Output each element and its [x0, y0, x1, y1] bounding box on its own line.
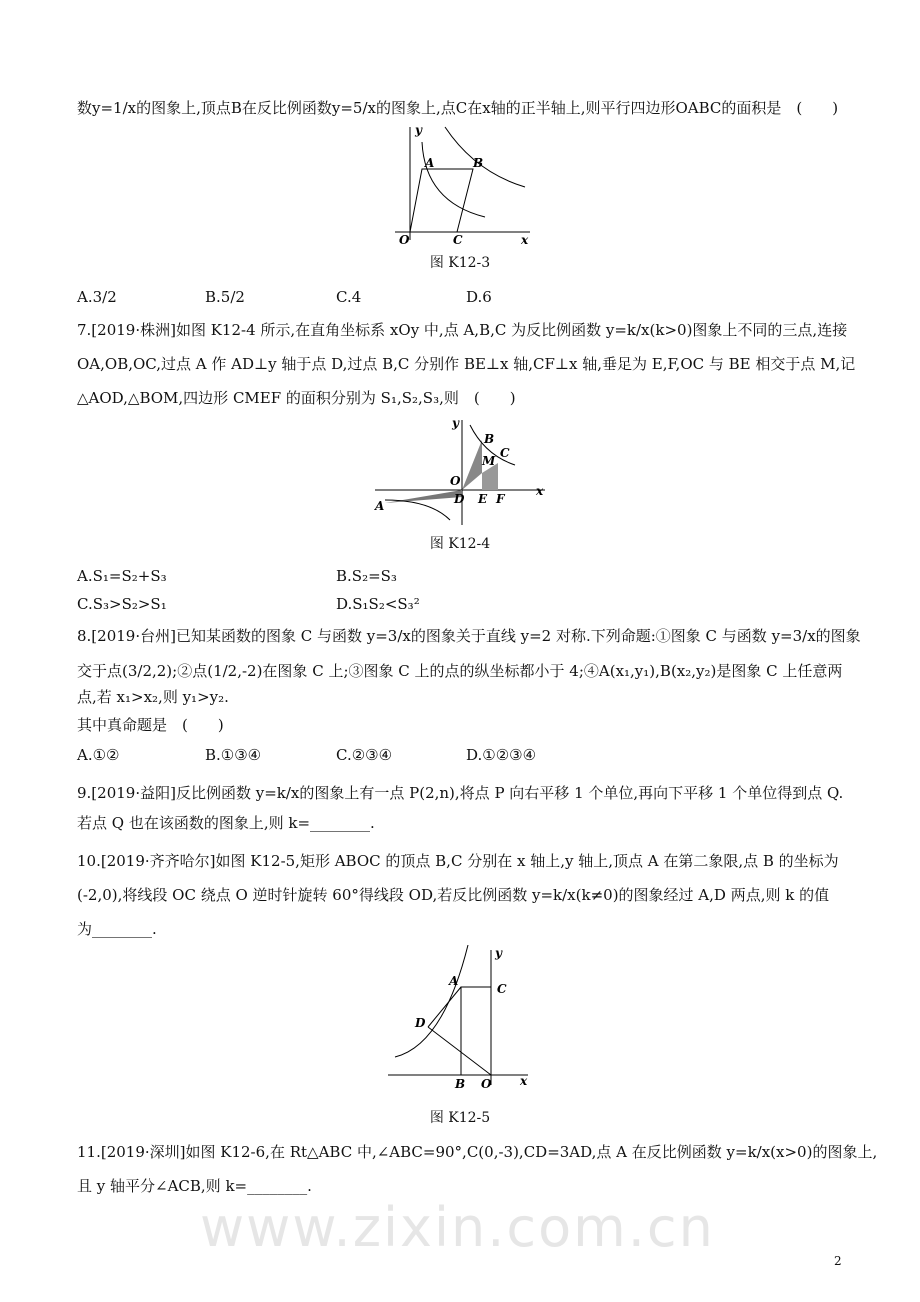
option-c: C.②③④ — [336, 746, 393, 764]
axis-label: x — [536, 484, 544, 498]
axis-label: x — [521, 233, 529, 244]
option-a: A.3/2 — [77, 288, 117, 306]
point-label: C — [497, 982, 507, 996]
axis-label: y — [452, 416, 459, 430]
figure-caption: 图 K12-3 — [429, 255, 491, 271]
option-b: B.①③④ — [205, 746, 262, 764]
q9-line: 9.[2019·益阳]反比例函数 y=k/x的图象上有一点 P(2,n),将点 P 向右平移 1 个单位,再向下平移 1 个单位得到点 Q. — [77, 784, 844, 802]
q7-line: △AOD,△BOM,四边形 CMEF 的面积分别为 S₁,S₂,S₃,则 ( ) — [77, 389, 516, 407]
q8-line: 交于点(3/2,2);②点(1/2,-2)在图象 C 上;③图象 C 上的点的纵坐标都小于 4;④A(x₁,y₁),B(x₂,y₂)是图象 C 上任意两 — [77, 662, 843, 680]
figure-k12-5 — [383, 945, 533, 1090]
page-number: 2 — [834, 1254, 842, 1268]
q10-line: 10.[2019·齐齐哈尔]如图 K12-5,矩形 ABOC 的顶点 B,C 分别在 x 轴上,y 轴上,顶点 A 在第二象限,点 B 的坐标为 — [77, 852, 839, 870]
point-label: O — [399, 233, 410, 244]
figure-caption: 图 K12-4 — [429, 536, 491, 552]
point-label: B — [455, 1077, 466, 1090]
option-c: C.S₃>S₂>S₁ — [77, 595, 167, 613]
axis-label: y — [415, 123, 422, 137]
q7-line: OA,OB,OC,过点 A 作 AD⊥y 轴于点 D,过点 B,C 分别作 BE⊥x 轴,CF⊥x 轴,垂足为 E,F,OC 与 BE 相交于点 M,记 — [77, 355, 856, 373]
point-label: D — [415, 1016, 426, 1030]
point-label: B — [473, 156, 484, 170]
q11-line: 且 y 轴平分∠ACB,则 k=________. — [77, 1177, 312, 1195]
point-label: C — [453, 233, 463, 244]
point-label: A — [425, 156, 435, 170]
q10-line: 为________. — [77, 920, 157, 938]
point-label: C — [500, 446, 510, 460]
q11-line: 11.[2019·深圳]如图 K12-6,在 Rt△ABC 中,∠ABC=90°,C(0,-3),CD=3AD,点 A 在反比例函数 y=k/x(x>0)的图象上, — [77, 1143, 878, 1161]
figure-k12-3 — [385, 122, 535, 244]
option-b: B.5/2 — [205, 288, 245, 306]
point-label: O — [450, 474, 461, 488]
option-a: A.S₁=S₂+S₃ — [77, 567, 167, 585]
point-label: A — [449, 974, 459, 988]
watermark: www.zixin.com.cn — [200, 1196, 715, 1259]
option-c: C.4 — [336, 288, 362, 306]
option-d: D.6 — [466, 288, 492, 306]
q8-line: 其中真命题是 ( ) — [77, 716, 224, 734]
q6-text: 数y=1/x的图象上,顶点B在反比例函数y=5/x的图象上,点C在x轴的正半轴上,则平行四边形OABC的面积是 ( ) — [77, 99, 839, 117]
q7-line: 7.[2019·株洲]如图 K12-4 所示,在直角坐标系 xOy 中,点 A,B,C 为反比例函数 y=k/x(k>0)图象上不同的三点,连接 — [77, 321, 848, 339]
figure-caption: 图 K12-5 — [429, 1110, 491, 1126]
point-label: M — [482, 454, 496, 468]
option-b: B.S₂=S₃ — [336, 567, 397, 585]
option-a: A.①② — [77, 746, 120, 764]
figure-k12-4 — [370, 415, 550, 530]
q8-line: 8.[2019·台州]已知某函数的图象 C 与函数 y=3/x的图象关于直线 y=2 对称.下列命题:①图象 C 与函数 y=3/x的图象 — [77, 627, 861, 645]
axis-label: y — [495, 946, 502, 960]
option-d: D.①②③④ — [466, 746, 537, 764]
point-label: D — [454, 492, 465, 506]
point-label: A — [375, 499, 385, 513]
q10-line: (-2,0),将线段 OC 绕点 O 逆时针旋转 60°得线段 OD,若反比例函数 y=k/x(k≠0)的图象经过 A,D 两点,则 k 的值 — [77, 886, 830, 904]
point-label: O — [481, 1077, 492, 1090]
q9-line: 若点 Q 也在该函数的图象上,则 k=________. — [77, 814, 375, 832]
point-label: F — [496, 492, 505, 506]
point-label: B — [484, 432, 495, 446]
q8-line: 点,若 x₁>x₂,则 y₁>y₂. — [77, 688, 229, 706]
point-label: E — [478, 492, 488, 506]
option-d: D.S₁S₂<S₃² — [336, 595, 420, 613]
axis-label: x — [520, 1074, 528, 1088]
